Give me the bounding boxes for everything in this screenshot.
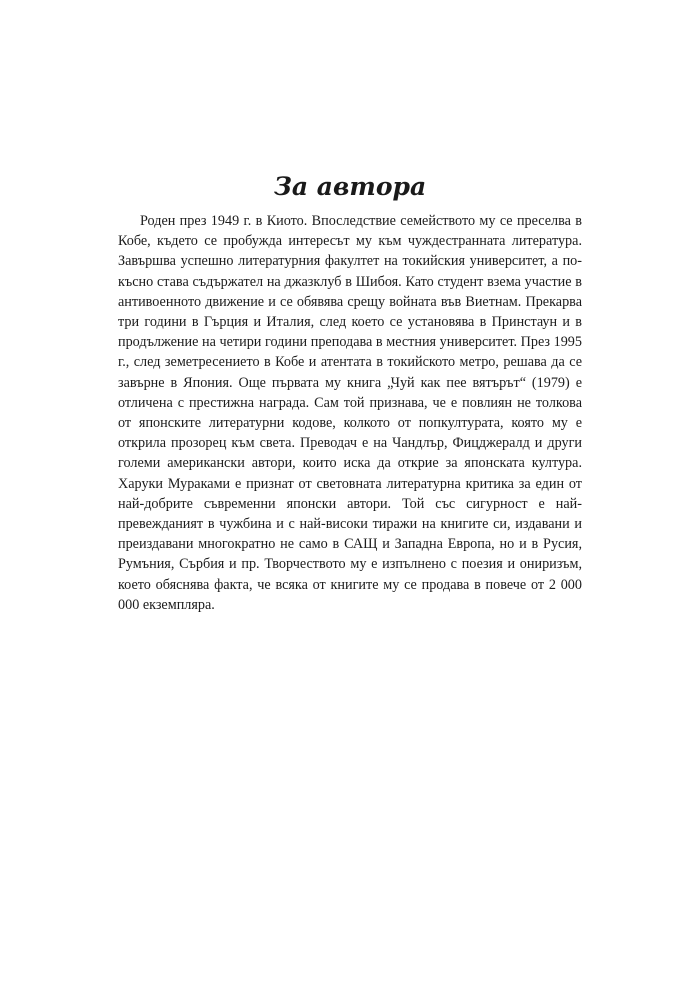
author-bio-paragraph: Роден през 1949 г. в Киото. Впоследствие семейството му се преселва в Кобе, където се пробужда интересът му към чуждестранната литература. Завършва успешно литературния факултет на токийския университет, а по-късно става съдържател на джазклуб в Шибоя. Като студент взема участие в антивоенното движение и се обявява срещу войната във Виетнам. Прекарва три години в Гърция и Италия, след което се установява в Принстаун и в продължение на четири години преподава в местния университет. През 1995 г., след земетресението в Кобе и атентата в токийското метро, решава да се завърне в Япония. Още първата му книга „Чуй как пее вятърът“ (1979) е отличена с престижна награда. Сам той признава, че е повлиян не толкова от японските литературни кодове, колкото от попкултурата, която му е открила прозорец към света. Преводач е на Чандлър, Фицджералд и други големи американски автори, които иска да открие за японската култура. Харуки Мураками е признат от световната литературна критика за един от най-добрите съвременни японски автори. Той със сигурност е най-превежданият в чужбина и с най-високи тиражи на книгите си, издавани и преиздавани многократно не само в САЩ и Западна Европа, но и в Русия, Румъния, Сърбия и пр. Творчеството му е изпълнено с поезия и ониризъм, което обяснява факта, че всяка от книгите му се продава в повече от 2 000 000 екземпляра. — [118, 213, 582, 613]
section-title: За автора — [273, 172, 427, 201]
